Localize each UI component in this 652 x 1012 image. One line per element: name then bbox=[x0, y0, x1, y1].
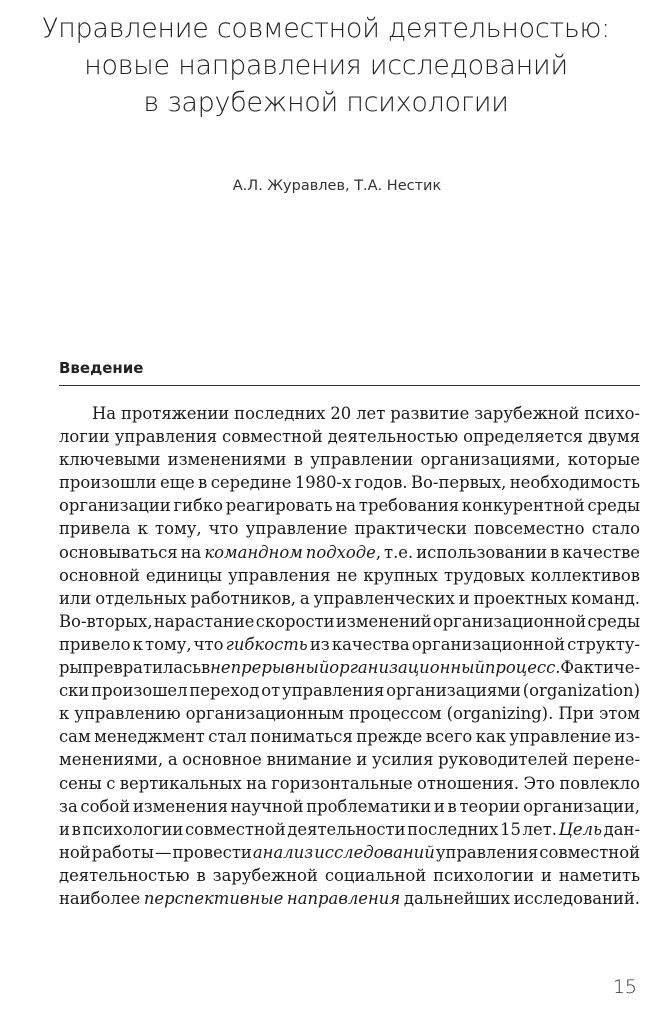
title-line-1: Управление совместной деятельностью: bbox=[42, 13, 610, 44]
body-line: основываться на командном подходе, т.е. использовании в качестве bbox=[59, 542, 640, 562]
body-line: привело к тому, что гибкость из качества организационной структу- bbox=[59, 634, 640, 654]
body-paragraph bbox=[59, 402, 640, 910]
body-line: логии управления совместной деятельностью определяется двумя bbox=[59, 427, 640, 447]
body-line: ключевыми изменениями в управлении организациями, которые bbox=[59, 450, 640, 470]
body-line: или отдельных работников, а управленческих и проектных команд. bbox=[59, 588, 640, 608]
body-line: ной работы — провести анализ исследований управления совместной bbox=[59, 842, 640, 862]
body-line: деятельностью в зарубежной социальной психологии и наметить bbox=[59, 865, 640, 885]
body-line: Во-вторых, нарастание скорости изменений организационной среды bbox=[59, 611, 640, 631]
title-line-2: новые направления исследований bbox=[84, 50, 568, 81]
body-line: наиболее перспективные направления дальнейших исследований. bbox=[59, 888, 640, 908]
body-line: ски произошел переход от управления организациями (organization) bbox=[59, 681, 640, 701]
body-line: сены с вертикальных на горизонтальные отношения. Это повлекло bbox=[59, 773, 640, 793]
authors: А.Л. Журавлев, Т.А. Нестик bbox=[232, 178, 442, 194]
emphasis: непрерывный организационный процесс bbox=[210, 658, 556, 678]
body-line: организации гибко реагировать на требования конкурентной среды bbox=[59, 496, 640, 516]
emphasis: командном подходе bbox=[204, 542, 376, 562]
body-line: ры превратилась в непрерывный организационный процесс. Фактиче- bbox=[59, 658, 641, 678]
title-line-3: в зарубежной психологии bbox=[143, 87, 509, 118]
emphasis: перспективные направления bbox=[143, 888, 401, 908]
body-line: На протяжении последних 20 лет развитие зарубежной психо- bbox=[92, 404, 640, 423]
emphasis: Цель bbox=[558, 819, 602, 839]
body-line: к управлению организационным процессом (organizing). При этом bbox=[59, 704, 640, 724]
body-line: основной единицы управления не крупных трудовых коллективов bbox=[59, 565, 640, 585]
body-line: произошли еще в середине 1980-х годов. Во-первых, необходимость bbox=[59, 473, 640, 493]
body-line: привела к тому, что управление практически повсеместно стало bbox=[59, 519, 640, 539]
page-number: 15 bbox=[612, 976, 637, 998]
emphasis: анализ исследований bbox=[252, 842, 435, 862]
body-line: и в психологии совместной деятельности последних 15 лет. Цель дан- bbox=[59, 819, 640, 839]
section-divider bbox=[59, 385, 640, 386]
body-line: за собой изменения научной проблематики и в теории организации, bbox=[59, 796, 640, 816]
paper-title bbox=[30, 10, 622, 121]
section-heading: Введение bbox=[59, 359, 144, 377]
body-line: менениями, а основное внимание и усилия руководителей перене- bbox=[59, 750, 640, 770]
body-line: сам менеджмент стал пониматься прежде всего как управление из- bbox=[59, 727, 640, 747]
emphasis: гибкость bbox=[225, 634, 308, 654]
